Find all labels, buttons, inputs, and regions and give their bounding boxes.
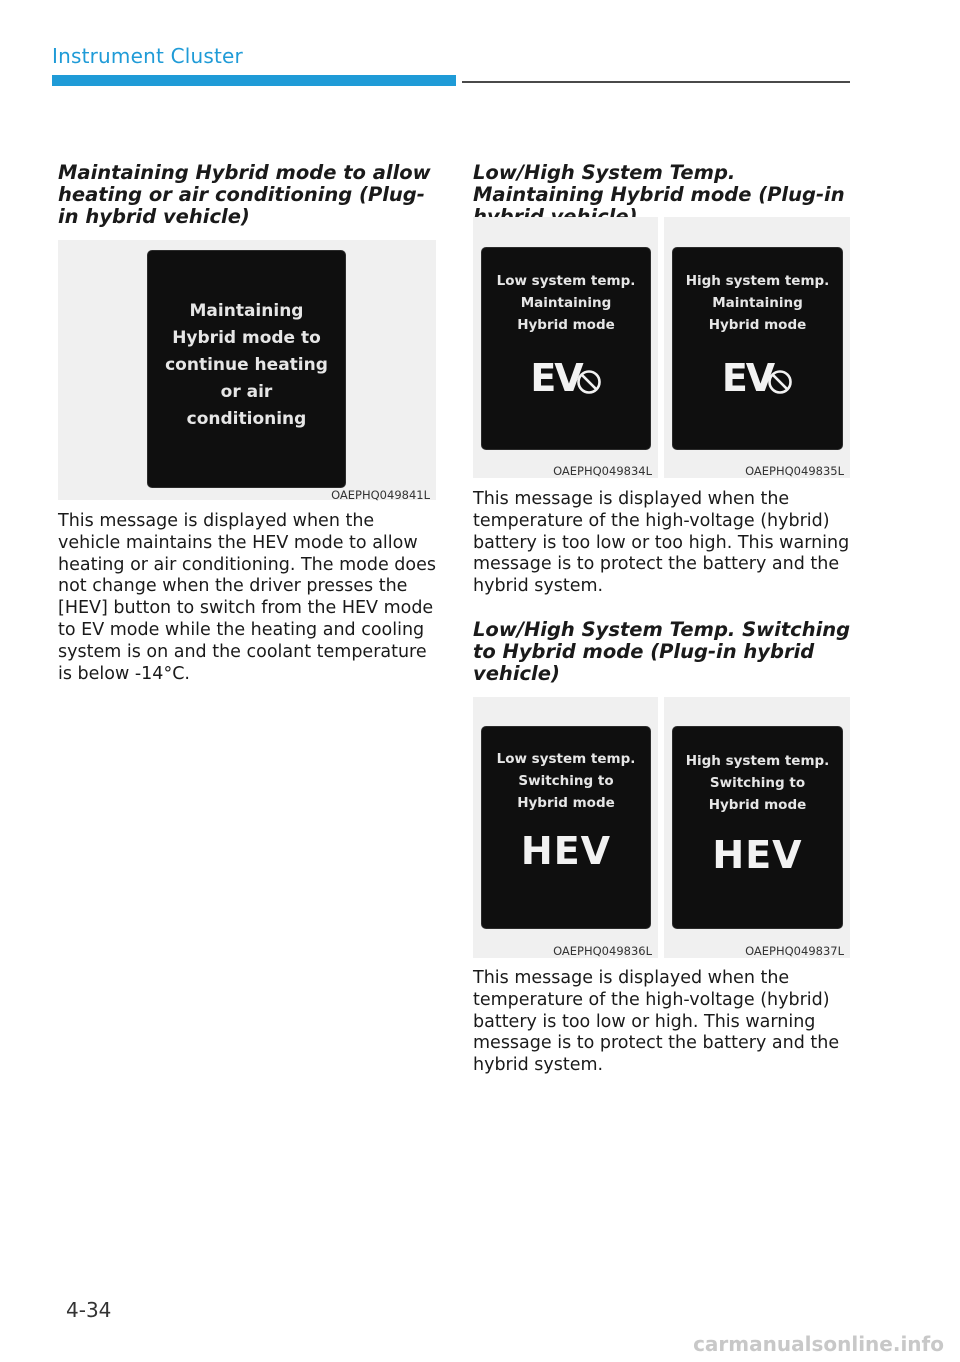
screen-line: Switching to bbox=[709, 775, 806, 791]
ev-disabled-symbol bbox=[673, 356, 842, 400]
figure-caption: OAEPHQ049834L bbox=[553, 464, 652, 478]
ev-label: EV bbox=[721, 356, 774, 400]
left-heading: Maintaining Hybrid mode to allow heating or air conditioning (Plug-in hybrid vehicle) bbox=[58, 161, 431, 228]
left-body-text: This message is displayed when the vehicle maintains the HEV mode to allow heating or air conditioning. The mode does not change when the driver presses the [HEV] button to switch from the HEV mode to EV mode while the heating and cooling system is on and the coolant temperature is below -14°C. bbox=[58, 511, 436, 684]
screen-line: Maintaining bbox=[520, 295, 612, 311]
screen-line: Hybrid mode bbox=[517, 795, 615, 811]
figure-low-temp-maintaining bbox=[473, 217, 658, 478]
right-bottom-heading: Low/High System Temp. Switching to Hybrid mode (Plug-in hybrid vehicle) bbox=[473, 618, 851, 685]
header-rule-accent bbox=[52, 75, 456, 86]
hev-label: HEV bbox=[712, 833, 803, 877]
screen-message bbox=[673, 270, 842, 336]
screen-message bbox=[482, 270, 650, 336]
page-number: 4-34 bbox=[66, 1298, 112, 1322]
screen-message bbox=[482, 748, 650, 814]
figure-maintaining-hybrid bbox=[58, 240, 436, 500]
screen-line: Switching to bbox=[518, 773, 614, 789]
section-title: Instrument Cluster bbox=[52, 44, 243, 68]
cluster-screen bbox=[672, 247, 843, 450]
screen-line: Maintaining bbox=[712, 295, 803, 311]
screen-line: Hybrid mode bbox=[708, 317, 807, 333]
ev-disabled-symbol bbox=[482, 356, 650, 400]
right-bottom-body-text: This message is displayed when the temperature of the high-voltage (hybrid) battery is too low or high. This warning message is to protect the battery and the hybrid system. bbox=[473, 968, 840, 1076]
figure-caption: OAEPHQ049837L bbox=[745, 944, 844, 958]
figure-high-temp-maintaining bbox=[664, 217, 850, 478]
screen-line: Low system temp. bbox=[496, 273, 636, 289]
prohibited-icon bbox=[767, 369, 793, 395]
hev-label: HEV bbox=[520, 829, 612, 873]
screen-line: Hybrid mode bbox=[517, 317, 615, 333]
screen-line: continue heating bbox=[165, 355, 328, 375]
ev-label: EV bbox=[530, 356, 582, 400]
screen-line: Hybrid mode to bbox=[172, 328, 321, 348]
figure-high-temp-switching bbox=[664, 697, 850, 958]
screen-line: Low system temp. bbox=[496, 751, 636, 767]
figure-caption: OAEPHQ049836L bbox=[553, 944, 652, 958]
right-top-body-text: This message is displayed when the temperature of the high-voltage (hybrid) battery is too low or too high. This warning message is to protect the battery and the hybrid system. bbox=[473, 489, 850, 597]
screen-line: conditioning bbox=[186, 409, 307, 429]
screen-line: or air bbox=[220, 382, 273, 402]
figure-caption: OAEPHQ049835L bbox=[745, 464, 844, 478]
cluster-screen bbox=[481, 726, 651, 929]
prohibited-icon bbox=[576, 369, 602, 395]
watermark: carmanualsonline.info bbox=[693, 1332, 944, 1356]
figure-caption: OAEPHQ049841L bbox=[331, 488, 430, 502]
cluster-screen bbox=[672, 726, 843, 929]
screen-message bbox=[148, 298, 345, 433]
screen-message bbox=[673, 750, 842, 816]
right-top-heading: Low/High System Temp. Maintaining Hybrid mode (Plug-in bbox=[473, 161, 845, 206]
screen-line: Maintaining bbox=[189, 301, 304, 321]
screen-line: High system temp. bbox=[685, 273, 830, 289]
cluster-screen bbox=[147, 250, 346, 488]
figure-low-temp-switching bbox=[473, 697, 658, 958]
screen-line: High system temp. bbox=[685, 753, 830, 769]
screen-line: Hybrid mode bbox=[708, 797, 807, 813]
header-rule-thin bbox=[462, 81, 850, 83]
cluster-screen bbox=[481, 247, 651, 450]
